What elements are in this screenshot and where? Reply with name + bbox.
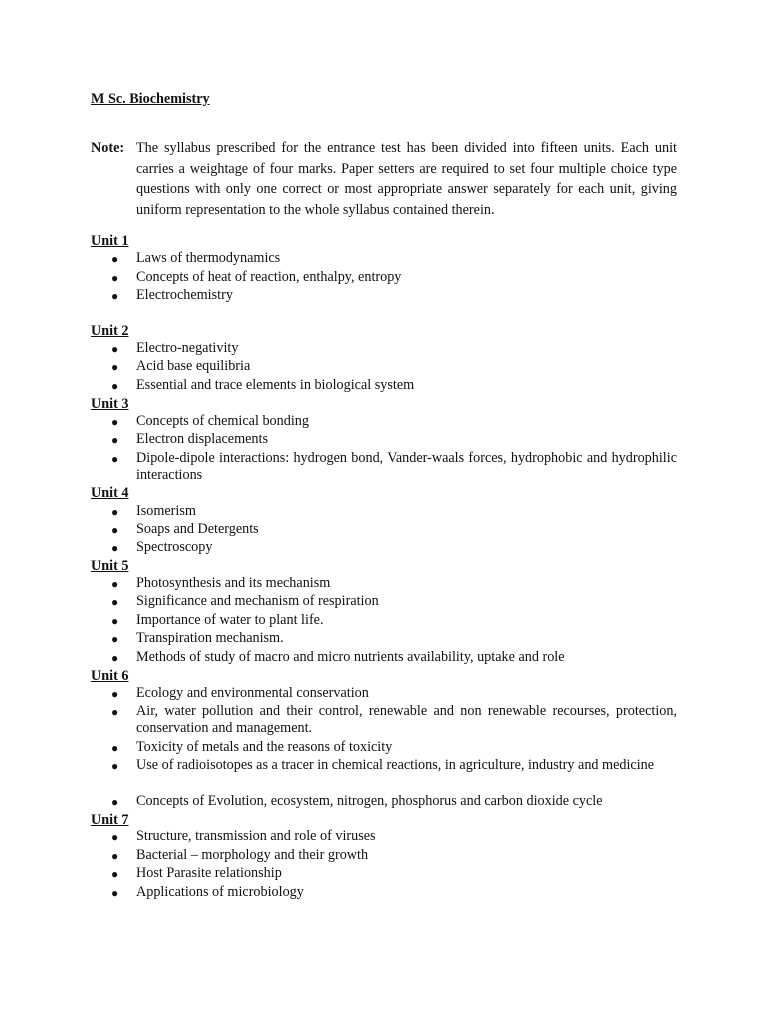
unit-5-item-5: Methods of study of macro and micro nutrients availability, uptake and role <box>136 649 565 665</box>
bullet-icon: ● <box>111 289 119 303</box>
unit-6-item-3: Toxicity of metals and the reasons of toxicity <box>136 739 393 755</box>
bullet-icon: ● <box>111 505 119 519</box>
unit-4-item-1: Isomerism <box>136 503 196 519</box>
unit-6-heading: Unit 6 <box>91 668 129 684</box>
unit-3-item-3: Dipole-dipole interactions: hydrogen bond, Vander-waals forces, hydrophobic and hydrophilic interactions <box>136 450 677 483</box>
page-title: M Sc. Biochemistry <box>91 91 210 107</box>
bullet-icon: ● <box>111 595 119 609</box>
unit-7-item-2: Bacterial – morphology and their growth <box>136 847 369 863</box>
unit-3-heading: Unit 3 <box>91 396 129 412</box>
unit-2-item-1: Electro-negativity <box>136 340 239 356</box>
unit-1-item-3: Electrochemistry <box>136 287 233 303</box>
unit-2-item-2: Acid base equilibria <box>136 358 251 374</box>
unit-1-item-1: Laws of thermodynamics <box>136 250 281 266</box>
bullet-icon: ● <box>111 632 119 646</box>
unit-5-item-4: Transpiration mechanism. <box>136 630 284 646</box>
bullet-icon: ● <box>111 360 119 374</box>
unit-2-item-3: Essential and trace elements in biological system <box>136 377 415 393</box>
bullet-icon: ● <box>111 830 119 844</box>
unit-1-heading: Unit 1 <box>91 233 129 249</box>
unit-4-item-3: Spectroscopy <box>136 539 213 555</box>
bullet-icon: ● <box>111 452 119 466</box>
bullet-icon: ● <box>111 867 119 881</box>
bullet-icon: ● <box>111 886 119 900</box>
bullet-icon: ● <box>111 541 119 555</box>
unit-6-item-1: Ecology and environmental conservation <box>136 685 369 701</box>
bullet-icon: ● <box>111 705 119 719</box>
unit-3-item-2: Electron displacements <box>136 431 268 447</box>
unit-5-item-2: Significance and mechanism of respiration <box>136 593 379 609</box>
unit-7-heading: Unit 7 <box>91 812 129 828</box>
bullet-icon: ● <box>111 741 119 755</box>
unit-3-item-1: Concepts of chemical bonding <box>136 413 309 429</box>
bullet-icon: ● <box>111 795 119 809</box>
bullet-icon: ● <box>111 614 119 628</box>
unit-7-item-1: Structure, transmission and role of viruses <box>136 828 376 844</box>
bullet-icon: ● <box>111 271 119 285</box>
unit-5-item-1: Photosynthesis and its mechanism <box>136 575 331 591</box>
bullet-icon: ● <box>111 433 119 447</box>
bullet-icon: ● <box>111 415 119 429</box>
note-label: Note: <box>91 140 125 156</box>
unit-6-item-5: Concepts of Evolution, ecosystem, nitrogen, phosphorus and carbon dioxide cycle <box>136 793 603 809</box>
unit-7-item-4: Applications of microbiology <box>136 884 304 900</box>
unit-7-item-3: Host Parasite relationship <box>136 865 282 881</box>
bullet-icon: ● <box>111 252 119 266</box>
bullet-icon: ● <box>111 651 119 665</box>
bullet-icon: ● <box>111 849 119 863</box>
unit-2-heading: Unit 2 <box>91 323 129 339</box>
bullet-icon: ● <box>111 342 119 356</box>
bullet-icon: ● <box>111 523 119 537</box>
bullet-icon: ● <box>111 379 119 393</box>
unit-4-heading: Unit 4 <box>91 485 129 501</box>
unit-5-item-3: Importance of water to plant life. <box>136 612 324 628</box>
note-text: The syllabus prescribed for the entrance test has been divided into fifteen units. Each unit carries a weightage of four marks. Paper setters are required to set four multiple choice type questions with only one correct or most appropriate answer separately for each unit, giving uniform representation to the whole syllabus contained therein. <box>136 140 677 218</box>
unit-1-item-2: Concepts of heat of reaction, enthalpy, entropy <box>136 269 402 285</box>
bullet-icon: ● <box>111 687 119 701</box>
bullet-icon: ● <box>111 759 119 773</box>
unit-6-item-4: Use of radioisotopes as a tracer in chemical reactions, in agriculture, industry and medicine <box>136 757 655 773</box>
unit-5-heading: Unit 5 <box>91 558 129 574</box>
bullet-icon: ● <box>111 577 119 591</box>
unit-6-item-2: Air, water pollution and their control, renewable and non renewable recourses, protection, conservation and management. <box>136 703 677 736</box>
unit-4-item-2: Soaps and Detergents <box>136 521 259 537</box>
